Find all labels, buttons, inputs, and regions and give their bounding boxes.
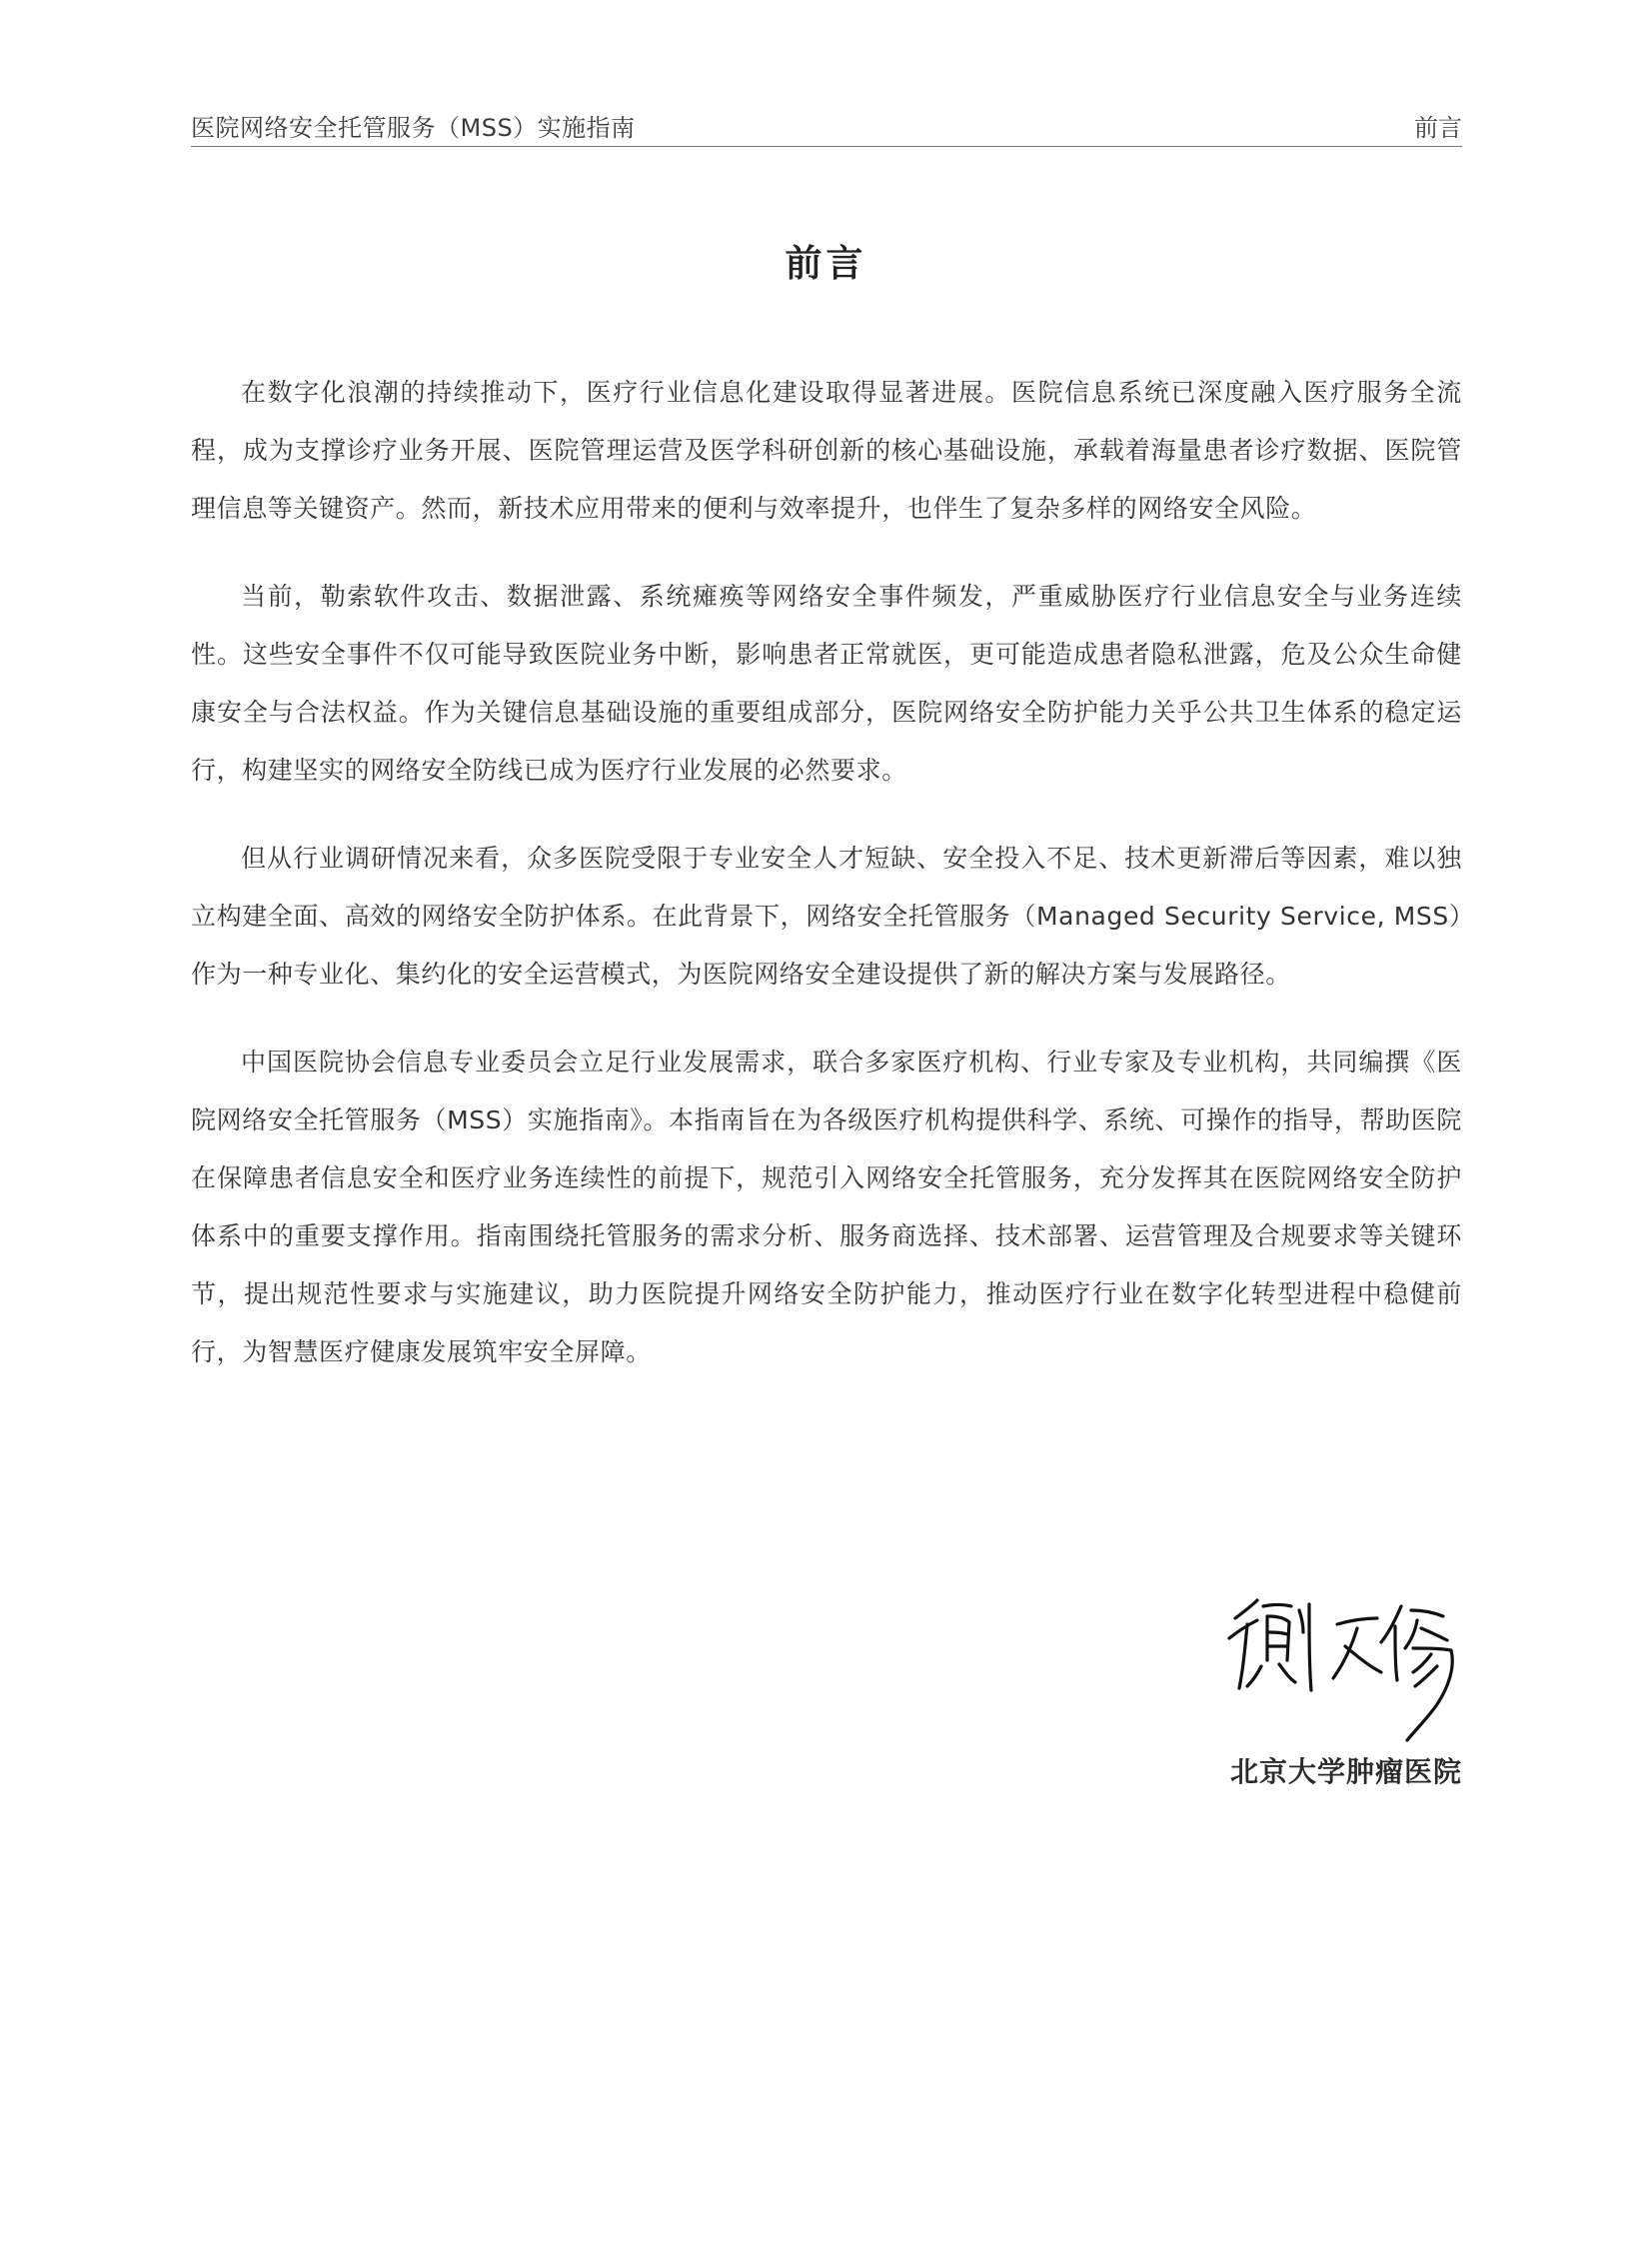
paragraph-4: 中国医院协会信息专业委员会立足行业发展需求，联合多家医疗机构、行业专家及专业机构，共同编撰《医院网络安全托管服务（MSS）实施指南》。本指南旨在为各级医疗机构提供科学、系统、可操作的指导，帮助医院在保障患者信息安全和医疗业务连续性的前提下，规范引入网络安全托管服务，充分发挥其在医院网络安全防护体系中的重要支撑作用。指南围绕托管服务的需求分析、服务商选择、技术部署、运营管理及合规要求等关键环节，提出规范性要求与实施建议，助力医院提升网络安全防护能力，推动医疗行业在数字化转型进程中稳健前行，为智慧医疗健康发展筑牢安全屏障。	[191, 1048, 1462, 1366]
paragraph-3: 但从行业调研情况来看，众多医院受限于专业安全人才短缺、安全投入不足、技术更新滞后等因素，难以独立构建全面、高效的网络安全防护体系。在此背景下，网络安全托管服务（Managed Security Service, MSS）作为一种专业化、集约化的安全运营模式，为医院网络安全建设提供了新的解决方案与发展路径。	[191, 844, 1462, 989]
paragraph-1: 在数字化浪潮的持续推动下，医疗行业信息化建设取得显著进展。医院信息系统已深度融入医疗服务全流程，成为支撑诊疗业务开展、医院管理运营及医学科研创新的核心基础设施，承载着海量患者诊疗数据、医院管理信息等关键资产。然而，新技术应用带来的便利与效率提升，也伴生了复杂多样的网络安全风险。	[191, 378, 1462, 523]
organization-name: 北京大学肿瘤医院	[1229, 1755, 1462, 1788]
paragraph-2: 当前，勒索软件攻击、数据泄露、系统瘫痪等网络安全事件频发，严重威胁医疗行业信息安全与业务连续性。这些安全事件不仅可能导致医院业务中断，影响患者正常就医，更可能造成患者隐私泄露，危及公众生命健康安全与合法权益。作为关键信息基础设施的重要组成部分，医院网络安全防护能力关乎公共卫生体系的稳定运行，构建坚实的网络安全防线已成为医疗行业发展的必然要求。	[191, 582, 1462, 785]
running-header	[191, 102, 1462, 147]
handwritten-signature	[1217, 1576, 1477, 1756]
page-title: 前言	[785, 242, 867, 285]
preface-body	[191, 364, 1462, 1411]
header-section-name: 前言	[1414, 114, 1462, 142]
header-document-title: 医院网络安全托管服务（MSS）实施指南	[191, 114, 636, 142]
